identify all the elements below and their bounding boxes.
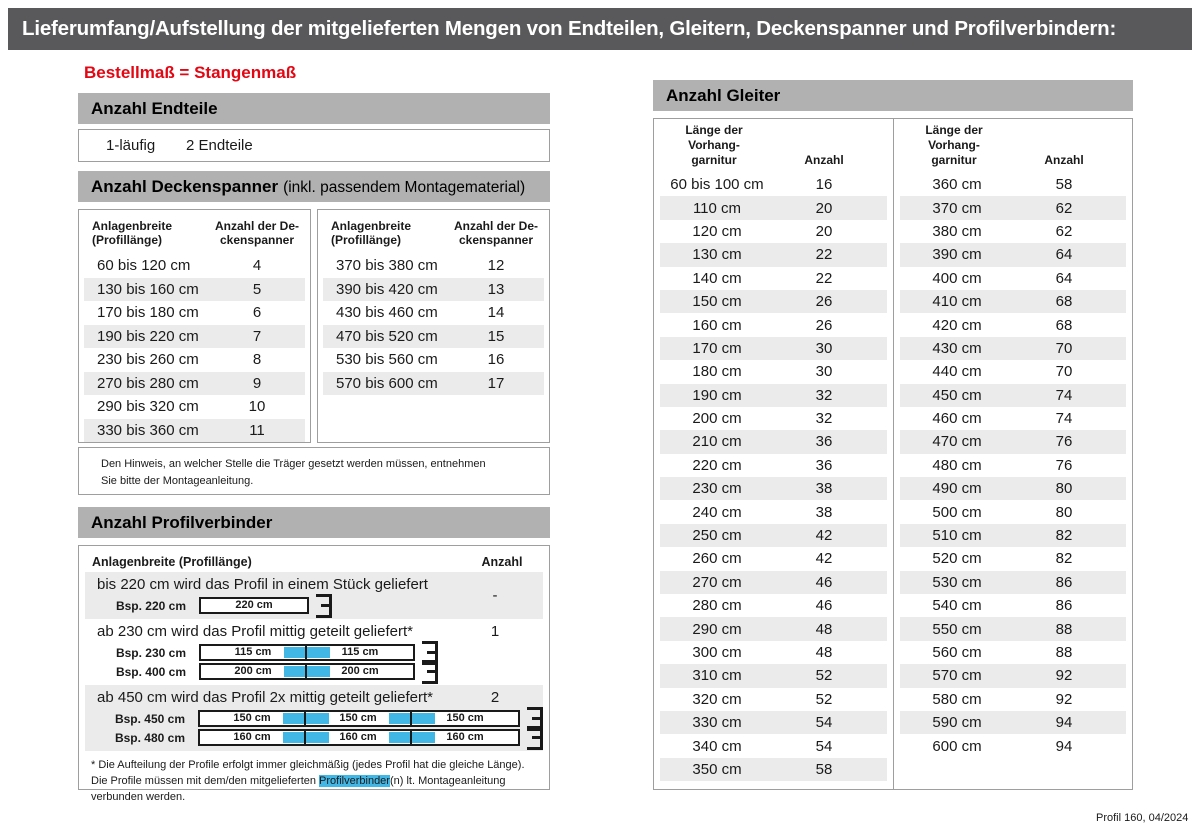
table-row — [900, 500, 1126, 523]
footnote-text: * Die Aufteilung der Profile erfolgt immer gleichmäßig (jedes Profil hat die gleiche Länge). Die Profile müssen mit dem/den mitgelieferten — [91, 759, 525, 787]
anzahl-value: 16 — [487, 351, 505, 369]
anlagenbreite-value: 430 bis 460 cm — [336, 304, 438, 322]
profile-segment-label: 200 cm — [341, 665, 379, 677]
anzahl-value: 12 — [487, 257, 505, 275]
laenge-value: 310 cm — [692, 667, 742, 685]
table-row — [900, 430, 1126, 453]
anzahl-value: 46 — [815, 597, 833, 615]
table-row — [900, 360, 1126, 383]
anzahl-value: 30 — [815, 363, 833, 381]
laenge-value: 580 cm — [932, 690, 982, 708]
anzahl-value: 54 — [815, 714, 833, 732]
profilverbinder-group — [85, 619, 543, 685]
anzahl-value: 17 — [487, 374, 505, 392]
footnote-text: (n) lt. Montageanleitung verbunden werden. — [91, 774, 506, 803]
laenge-value: 60 bis 100 cm — [670, 176, 764, 194]
table-row — [660, 711, 887, 734]
column-header-anlagenbreite: Anlagenbreite (Profillänge) — [92, 219, 173, 248]
table-row — [900, 664, 1126, 687]
anzahl-value: 58 — [815, 760, 833, 778]
section-title: Anzahl Gleiter — [666, 86, 781, 105]
profilverbinder-group — [85, 572, 543, 619]
anzahl-value: 46 — [815, 573, 833, 591]
anzahl-value: 88 — [1055, 620, 1073, 638]
table-header — [79, 546, 549, 572]
table-rows — [318, 254, 549, 395]
anzahl-value: 9 — [252, 374, 262, 392]
table-row — [84, 419, 305, 443]
profile-bar-diagram — [199, 597, 309, 614]
table-header — [894, 119, 1132, 173]
table-row — [660, 454, 887, 477]
laenge-value: 530 cm — [932, 573, 982, 591]
anzahl-value: 42 — [815, 527, 833, 545]
table-row — [660, 617, 887, 640]
table-row — [84, 301, 305, 325]
table-rows — [79, 254, 310, 442]
laenge-value: 180 cm — [692, 363, 742, 381]
example-label: Bsp. 230 cm — [115, 645, 186, 660]
table-row — [660, 337, 887, 360]
anzahl-value: 70 — [1055, 339, 1073, 357]
profile-segment-label: 150 cm — [306, 712, 412, 725]
table-row — [84, 278, 305, 302]
laenge-value: 500 cm — [932, 503, 982, 521]
laenge-value: 150 cm — [692, 293, 742, 311]
table-row — [84, 325, 305, 349]
table-row — [660, 430, 887, 453]
anlagenbreite-value: 370 bis 380 cm — [336, 257, 438, 275]
table-header — [79, 210, 310, 254]
anzahl-value: 22 — [815, 246, 833, 264]
laenge-value: 340 cm — [692, 737, 742, 755]
table-row — [323, 278, 544, 302]
table-row — [900, 641, 1126, 664]
endteile-row-value: 2 Endteile — [186, 137, 253, 154]
anzahl-value: 1 — [490, 623, 500, 640]
section-title: Anzahl Deckenspanner — [91, 177, 279, 196]
profile-example-row — [85, 728, 543, 747]
table-row — [900, 547, 1126, 570]
example-label: Bsp. 480 cm — [114, 730, 185, 745]
anzahl-value: 48 — [815, 620, 833, 638]
anlagenbreite-value: 290 bis 320 cm — [97, 398, 199, 416]
document-version: Profil 160, 04/2024 — [1096, 812, 1189, 824]
gleiter-table — [653, 118, 1133, 790]
laenge-value: 550 cm — [932, 620, 982, 638]
anzahl-value: 86 — [1055, 597, 1073, 615]
table-row — [323, 372, 544, 396]
profile-segment-label: 160 cm — [446, 731, 484, 743]
table-row — [900, 196, 1126, 219]
anzahl-value: 82 — [1055, 550, 1073, 568]
profile-delivery-rule: bis 220 cm wird das Profil in einem Stück geliefert — [97, 576, 428, 593]
anzahl-value: 38 — [815, 503, 833, 521]
profile-end-bracket-icon — [418, 659, 438, 685]
laenge-value: 300 cm — [692, 644, 742, 661]
anzahl-value: 22 — [815, 269, 833, 287]
column-header-anlagenbreite: Anlagenbreite (Profillänge) — [331, 219, 412, 248]
table-row — [660, 243, 887, 266]
laenge-value: 260 cm — [692, 550, 742, 568]
laenge-value: 480 cm — [932, 456, 982, 474]
laenge-value: 200 cm — [692, 410, 742, 428]
anzahl-value: 36 — [815, 456, 833, 474]
anzahl-value: 80 — [1055, 480, 1073, 498]
laenge-value: 110 cm — [692, 199, 742, 217]
profile-delivery-rule: ab 230 cm wird das Profil mittig geteilt geliefert* — [97, 623, 413, 640]
table-row — [900, 734, 1126, 757]
column-header-anzahl: Anzahl — [804, 153, 844, 167]
profilverbinder-table — [78, 545, 550, 803]
laenge-value: 410 cm — [932, 293, 982, 311]
anzahl-value: 5 — [252, 280, 262, 298]
laenge-value: 400 cm — [932, 269, 982, 287]
anlagenbreite-value: 390 bis 420 cm — [336, 280, 438, 298]
section-header-deckenspanner — [78, 171, 550, 202]
laenge-value: 380 cm — [932, 222, 982, 240]
column-header-laenge: Länge der Vorhang-garnitur — [685, 123, 743, 167]
table-row — [900, 688, 1126, 711]
anzahl-value: 52 — [815, 690, 833, 708]
column-header-anzahl: Anzahl der De-ckenspanner — [453, 219, 538, 248]
anzahl-value: 54 — [815, 737, 833, 755]
anzahl-value: 38 — [815, 480, 833, 498]
anzahl-value: 58 — [1055, 176, 1073, 194]
page-title: Lieferumfang/Aufstellung der mitgelieferten Mengen von Endteilen, Gleitern, Deckenspanner und Profilverbindern: — [8, 8, 1192, 50]
table-row — [660, 734, 887, 757]
profile-segment-label: 115 cm — [341, 646, 379, 658]
gleiter-table-right — [893, 119, 1132, 789]
laenge-value: 120 cm — [692, 222, 742, 240]
table-row — [900, 711, 1126, 734]
anzahl-value: 8 — [252, 351, 262, 369]
table-row — [323, 254, 544, 278]
table-row — [660, 664, 887, 687]
table-row — [900, 524, 1126, 547]
laenge-value: 360 cm — [932, 176, 982, 194]
anzahl-value: 94 — [1055, 737, 1073, 755]
laenge-value: 350 cm — [692, 760, 742, 778]
table-row — [900, 617, 1126, 640]
anzahl-value: 70 — [1055, 363, 1073, 381]
table-row — [660, 360, 887, 383]
anzahl-value: 74 — [1055, 410, 1073, 428]
section-subtitle: (inkl. passendem Montagematerial) — [283, 179, 526, 196]
anzahl-value: 92 — [1055, 667, 1073, 685]
laenge-value: 230 cm — [692, 480, 742, 498]
table-row — [900, 594, 1126, 617]
section-header-gleiter — [653, 80, 1133, 111]
anzahl-value: 68 — [1055, 293, 1073, 311]
laenge-value: 570 cm — [932, 667, 982, 685]
table-row — [900, 220, 1126, 243]
laenge-value: 600 cm — [932, 737, 982, 755]
anzahl-value: 76 — [1055, 433, 1073, 451]
anzahl-value: 6 — [252, 304, 262, 322]
example-label: Bsp. 220 cm — [115, 598, 186, 613]
laenge-value: 190 cm — [692, 386, 742, 404]
anzahl-value: 94 — [1055, 714, 1073, 732]
anzahl-value: 30 — [815, 339, 833, 357]
profile-segment-label: 160 cm — [200, 731, 306, 744]
anzahl-value: 74 — [1055, 386, 1073, 404]
table-row — [660, 173, 887, 196]
profile-segment-label: 160 cm — [306, 731, 412, 744]
laenge-value: 330 cm — [692, 714, 742, 732]
profile-bar-diagram — [199, 663, 415, 680]
anlagenbreite-value: 570 bis 600 cm — [336, 374, 438, 392]
gleiter-table-left — [654, 119, 893, 789]
anzahl-value: 20 — [815, 222, 833, 240]
column-header-anzahl: Anzahl — [1044, 153, 1084, 167]
laenge-value: 130 cm — [692, 246, 742, 264]
profile-example-row — [85, 643, 543, 662]
profile-example-row — [85, 709, 543, 728]
table-rows — [654, 173, 893, 781]
laenge-value: 140 cm — [692, 269, 742, 287]
laenge-value: 540 cm — [932, 597, 982, 615]
anzahl-value: 4 — [252, 257, 262, 275]
anzahl-value: - — [492, 586, 498, 604]
column-header-anzahl: Anzahl der De-ckenspanner — [214, 219, 299, 248]
anzahl-value: 32 — [815, 410, 833, 428]
anzahl-value: 92 — [1055, 690, 1073, 708]
anzahl-value: 86 — [1055, 573, 1073, 591]
laenge-value: 320 cm — [692, 690, 742, 708]
laenge-value: 280 cm — [692, 597, 742, 615]
laenge-value: 490 cm — [932, 480, 982, 498]
profilverbinder-footnote — [79, 751, 549, 806]
laenge-value: 420 cm — [932, 316, 982, 334]
laenge-value: 250 cm — [692, 527, 742, 545]
table-row — [323, 348, 544, 372]
deckenspanner-note: Den Hinweis, an welcher Stelle die Träger gesetzt werden müssen, entnehmen Sie bitte der Montageanleitung. — [78, 447, 550, 495]
laenge-value: 450 cm — [932, 386, 982, 404]
anzahl-value: 15 — [487, 327, 505, 345]
table-row — [323, 325, 544, 349]
table-row — [900, 407, 1126, 430]
anlagenbreite-value: 530 bis 560 cm — [336, 351, 438, 369]
anzahl-value: 80 — [1055, 503, 1073, 521]
column-header-laenge: Länge der Vorhang-garnitur — [925, 123, 983, 167]
section-header-profilverbinder — [78, 507, 550, 538]
profile-segment-label: 150 cm — [446, 712, 484, 724]
anzahl-value: 82 — [1055, 527, 1073, 545]
table-row — [900, 337, 1126, 360]
anzahl-value: 64 — [1055, 246, 1073, 264]
laenge-value: 240 cm — [692, 503, 742, 521]
table-row — [660, 313, 887, 336]
anzahl-value: 88 — [1055, 644, 1073, 661]
laenge-value: 220 cm — [692, 456, 742, 474]
anzahl-value: 76 — [1055, 456, 1073, 474]
table-row — [900, 454, 1126, 477]
profile-delivery-rule: ab 450 cm wird das Profil 2x mittig geteilt geliefert* — [97, 689, 433, 706]
laenge-value: 160 cm — [692, 316, 742, 334]
table-row — [900, 384, 1126, 407]
section-title: Anzahl Profilverbinder — [91, 513, 273, 532]
table-row — [323, 301, 544, 325]
anzahl-value: 11 — [249, 421, 265, 439]
laenge-value: 470 cm — [932, 433, 982, 451]
laenge-value: 370 cm — [932, 199, 982, 217]
anlagenbreite-value: 130 bis 160 cm — [97, 280, 199, 298]
table-row — [84, 372, 305, 396]
anlagenbreite-value: 170 bis 180 cm — [97, 304, 199, 322]
table-row — [900, 571, 1126, 594]
table-row — [660, 524, 887, 547]
anlagenbreite-value: 190 bis 220 cm — [97, 327, 199, 345]
table-rows — [894, 173, 1132, 758]
anlagenbreite-value: 470 bis 520 cm — [336, 327, 438, 345]
profile-bar-diagram — [198, 729, 520, 746]
table-row — [900, 477, 1126, 500]
anlagenbreite-value: 230 bis 260 cm — [97, 351, 199, 369]
deckenspanner-table-left — [78, 209, 311, 443]
profile-example-row — [85, 662, 543, 681]
profile-segment-label: 200 cm — [201, 665, 307, 678]
table-row — [660, 267, 887, 290]
laenge-value: 560 cm — [932, 644, 982, 661]
table-row — [660, 571, 887, 594]
table-row — [660, 196, 887, 219]
table-row — [660, 477, 887, 500]
table-row — [660, 384, 887, 407]
table-row — [660, 290, 887, 313]
table-row — [900, 313, 1126, 336]
anzahl-value: 48 — [815, 644, 833, 661]
column-header-anlagenbreite: Anlagenbreite (Profillänge) — [92, 555, 252, 569]
profile-segment-label: 220 cm — [235, 599, 273, 611]
table-row — [660, 220, 887, 243]
profile-bar-diagram — [199, 644, 415, 661]
laenge-value: 590 cm — [932, 714, 982, 732]
footnote-highlight: Profilverbinder — [319, 774, 390, 787]
laenge-value: 390 cm — [932, 246, 982, 264]
anzahl-value: 10 — [248, 398, 266, 416]
table-row — [660, 688, 887, 711]
anzahl-value: 68 — [1055, 316, 1073, 334]
section-title: Anzahl Endteile — [91, 99, 218, 118]
anzahl-value: 2 — [490, 689, 500, 706]
laenge-value: 270 cm — [692, 573, 742, 591]
table-header — [654, 119, 893, 173]
anzahl-value: 26 — [815, 293, 833, 311]
laenge-value: 290 cm — [692, 620, 742, 638]
profile-bar-diagram — [198, 710, 520, 727]
anzahl-value: 14 — [487, 304, 505, 322]
anzahl-value: 32 — [815, 386, 833, 404]
laenge-value: 460 cm — [932, 410, 982, 428]
deckenspanner-table-right — [317, 209, 550, 443]
anzahl-value: 13 — [487, 280, 505, 298]
example-label: Bsp. 400 cm — [115, 664, 186, 679]
table-row — [660, 500, 887, 523]
profile-segment-label: 115 cm — [201, 646, 307, 659]
anlagenbreite-value: 60 bis 120 cm — [97, 257, 191, 275]
order-measure-note: Bestellmaß = Stangenmaß — [84, 63, 297, 82]
table-row — [84, 254, 305, 278]
table-row — [660, 407, 887, 430]
anzahl-value: 16 — [815, 176, 833, 194]
anzahl-value: 26 — [815, 316, 833, 334]
table-row — [900, 290, 1126, 313]
example-label: Bsp. 450 cm — [114, 711, 185, 726]
column-header-anzahl: Anzahl — [481, 555, 523, 569]
table-row — [660, 594, 887, 617]
table-row — [84, 348, 305, 372]
laenge-value: 430 cm — [932, 339, 982, 357]
anzahl-value: 20 — [815, 199, 833, 217]
anzahl-value: 62 — [1055, 222, 1073, 240]
section-header-endteile — [78, 93, 550, 124]
anzahl-value: 62 — [1055, 199, 1073, 217]
laenge-value: 520 cm — [932, 550, 982, 568]
table-row — [900, 173, 1126, 196]
table-row — [660, 758, 887, 781]
anlagenbreite-value: 330 bis 360 cm — [97, 421, 199, 439]
table-row — [84, 395, 305, 419]
profile-end-bracket-icon — [312, 593, 332, 619]
anlagenbreite-value: 270 bis 280 cm — [97, 374, 199, 392]
endteile-table — [78, 129, 550, 162]
laenge-value: 510 cm — [932, 527, 982, 545]
table-row — [900, 267, 1126, 290]
anzahl-value: 42 — [815, 550, 833, 568]
profile-end-bracket-icon — [523, 725, 543, 751]
table-row — [900, 243, 1126, 266]
profilverbinder-groups — [79, 572, 549, 751]
laenge-value: 210 cm — [692, 433, 742, 451]
anzahl-value: 64 — [1055, 269, 1073, 287]
laenge-value: 170 cm — [692, 339, 742, 357]
table-row — [660, 547, 887, 570]
anzahl-value: 36 — [815, 433, 833, 451]
table-row — [660, 641, 887, 664]
anzahl-value: 7 — [252, 327, 262, 345]
table-header — [318, 210, 549, 254]
laenge-value: 440 cm — [932, 363, 982, 381]
profilverbinder-group — [85, 685, 543, 751]
profile-segment-label: 150 cm — [200, 712, 306, 725]
endteile-row-label: 1-läufig — [106, 137, 156, 154]
anzahl-value: 52 — [815, 667, 833, 685]
